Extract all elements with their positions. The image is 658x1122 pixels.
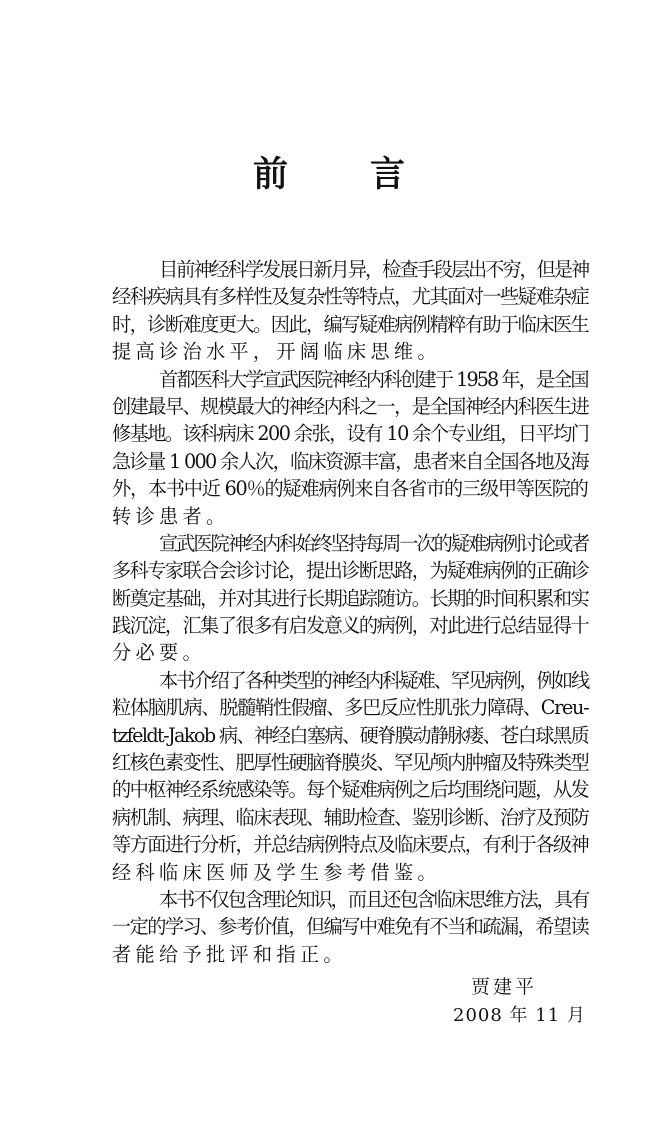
paragraph-first-line: 首都医科大学宣武医院神经内科创建于 1958 年，是全国	[159, 367, 588, 391]
text-line: 者能给予批评和指正。	[112, 942, 347, 966]
text-line: 断奠定基础，并对其进行长期追踪随访。长期的时间积累和实	[112, 586, 589, 610]
title-char-1: 前	[252, 155, 288, 195]
paragraph-first-line: 本书介绍了各种类型的神经内科疑难、罕见病例，例如线	[159, 668, 589, 692]
text-line: 外，本书中近 60％的疑难病例来自各省市的三级甲等医院的	[112, 477, 588, 501]
paragraph-first-line: 本书不仅包含理论知识，而且还包含临床思维方法，具有	[159, 887, 589, 911]
text-line: 等方面进行分析，并总结病例特点及临床要点，有利于各级神	[112, 833, 589, 857]
text-line: 急诊量 1 000 余人次，临床资源丰富，患者来自全国各地及海	[112, 449, 588, 473]
text-line: 一定的学习、参考价值，但编写中难免有不当和疏漏，希望读	[112, 915, 589, 939]
text-line: 红核色素变性、肥厚性硬脑脊膜炎、罕见颅内肿瘤及特殊类型	[112, 751, 589, 775]
text-line: 修基地。该科病床 200 余张，设有 10 余个专业组，日平均门	[112, 422, 589, 446]
text-line: 的中枢神经系统感染等。每个疑难病例之后均围绕问题，从发	[112, 778, 589, 802]
title-char-2: 言	[370, 155, 406, 195]
author-name: 贾建平	[471, 976, 538, 998]
page-title	[0, 150, 658, 200]
text-line: 践沉淀，汇集了很多有启发意义的病例，对此进行总结显得十	[112, 614, 589, 638]
text-line: tzfeldt-Jakob 病、神经白塞病、硬脊膜动静脉瘘、苍白球黑质	[112, 723, 589, 747]
paragraph-first-line: 目前神经科学发展日新月异，检查手段层出不穷，但是神	[159, 258, 589, 281]
text-line: 病机制、病理、临床表现、辅助检查、鉴别诊断、治疗及预防	[112, 805, 589, 829]
preface-body	[112, 256, 588, 968]
text-line: 多科专家联合会诊讨论，提出诊断思路，为疑难病例的正确诊	[112, 559, 589, 583]
text-line: 时，诊断难度更大。因此，编写疑难病例精粹有助于临床医生	[112, 312, 589, 336]
text-line: 提高诊治水平，开阔临床思维。	[112, 340, 441, 364]
text-line: 创建最早、规模最大的神经内科之一，是全国神经内科医生进	[112, 394, 589, 418]
text-line: 经科疾病具有多样性及复杂性等特点，尤其面对一些疑难杂症	[112, 285, 589, 309]
text-line: 转诊患者。	[112, 504, 230, 528]
date-text: 2008 年 11 月	[453, 1005, 586, 1026]
text-line: 分必要。	[112, 641, 206, 665]
paragraph-first-line: 宣武医院神经内科始终坚持每周一次的疑难病例讨论或者	[159, 531, 589, 555]
text-line: 粒体脑肌病、脱髓鞘性假瘤、多巴反应性肌张力障碍、Creu-	[112, 696, 589, 720]
text-line: 经科临床医师及学生参考借鉴。	[112, 860, 441, 884]
